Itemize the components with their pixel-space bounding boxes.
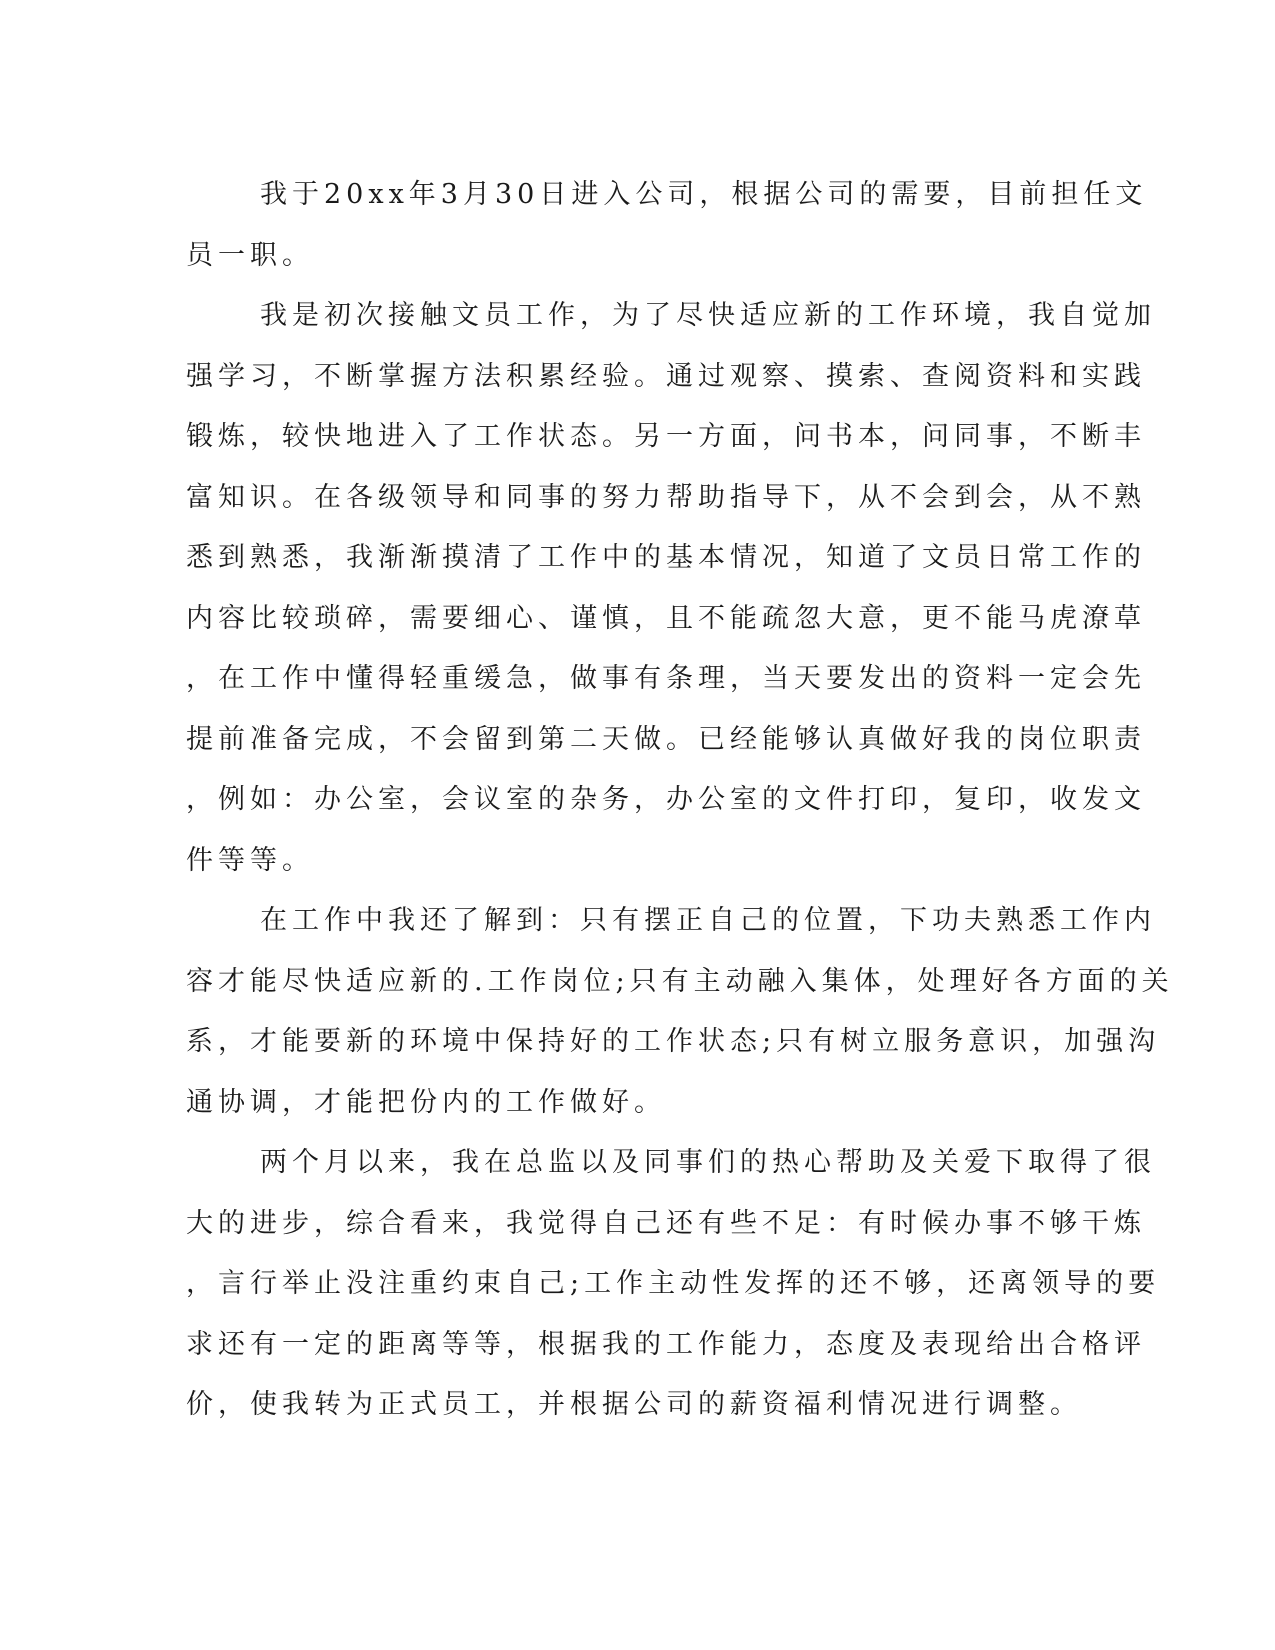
- paragraph-line: 在工作中我还了解到：只有摆正自己的位置，下功夫熟悉工作内: [260, 905, 1156, 936]
- paragraph-line: 求还有一定的距离等等，根据我的工作能力，态度及表现给出合格评: [186, 1328, 1146, 1360]
- paragraph-line: 我是初次接触文员工作，为了尽快适应新的工作环境，我自觉加: [260, 300, 1156, 331]
- paragraph-line: 两个月以来，我在总监以及同事们的热心帮助及关爱下取得了很: [260, 1147, 1156, 1178]
- paragraph-line: 容才能尽快适应新的.工作岗位;只有主动融入集体，处理好各方面的关: [186, 965, 1174, 997]
- paragraph-line: 我于20xx年3月30日进入公司，根据公司的需要，目前担任文: [260, 179, 1148, 210]
- paragraph-line: 件等等。: [186, 844, 314, 876]
- paragraph-1: [186, 165, 1148, 286]
- paragraph-4: [186, 1133, 1161, 1436]
- paragraph-3: [186, 891, 1174, 1133]
- paragraph-line: 员一职。: [186, 239, 314, 271]
- paragraph-line: 通协调，才能把份内的工作做好。: [186, 1086, 666, 1118]
- document-body: [186, 165, 1174, 1436]
- paragraph-line: 系，才能要新的环境中保持好的工作状态;只有树立服务意识，加强沟: [186, 1026, 1161, 1057]
- paragraph-line: ，在工作中懂得轻重缓急，做事有条理，当天要发出的资料一定会先: [186, 663, 1146, 694]
- paragraph-line: 锻炼，较快地进入了工作状态。另一方面，问书本，问同事，不断丰: [186, 421, 1146, 452]
- paragraph-line: 强学习，不断掌握方法积累经验。通过观察、摸索、查阅资料和实践: [186, 360, 1146, 392]
- paragraph-line: 内容比较琐碎，需要细心、谨慎，且不能疏忽大意，更不能马虎潦草: [186, 602, 1146, 634]
- paragraph-2: [186, 286, 1156, 891]
- paragraph-line: 富知识。在各级领导和同事的努力帮助指导下，从不会到会，从不熟: [186, 481, 1146, 513]
- paragraph-line: ，言行举止没注重约束自己;工作主动性发挥的还不够，还离领导的要: [186, 1268, 1161, 1299]
- paragraph-line: 价，使我转为正式员工，并根据公司的薪资福利情况进行调整。: [186, 1389, 1082, 1420]
- paragraph-line: 悉到熟悉，我渐渐摸清了工作中的基本情况，知道了文员日常工作的: [186, 542, 1146, 573]
- paragraph-line: ，例如：办公室，会议室的杂务，办公室的文件打印，复印，收发文: [186, 784, 1146, 815]
- paragraph-line: 提前准备完成，不会留到第二天做。已经能够认真做好我的岗位职责: [186, 723, 1146, 755]
- paragraph-line: 大的进步，综合看来，我觉得自己还有些不足：有时候办事不够干炼: [186, 1207, 1146, 1239]
